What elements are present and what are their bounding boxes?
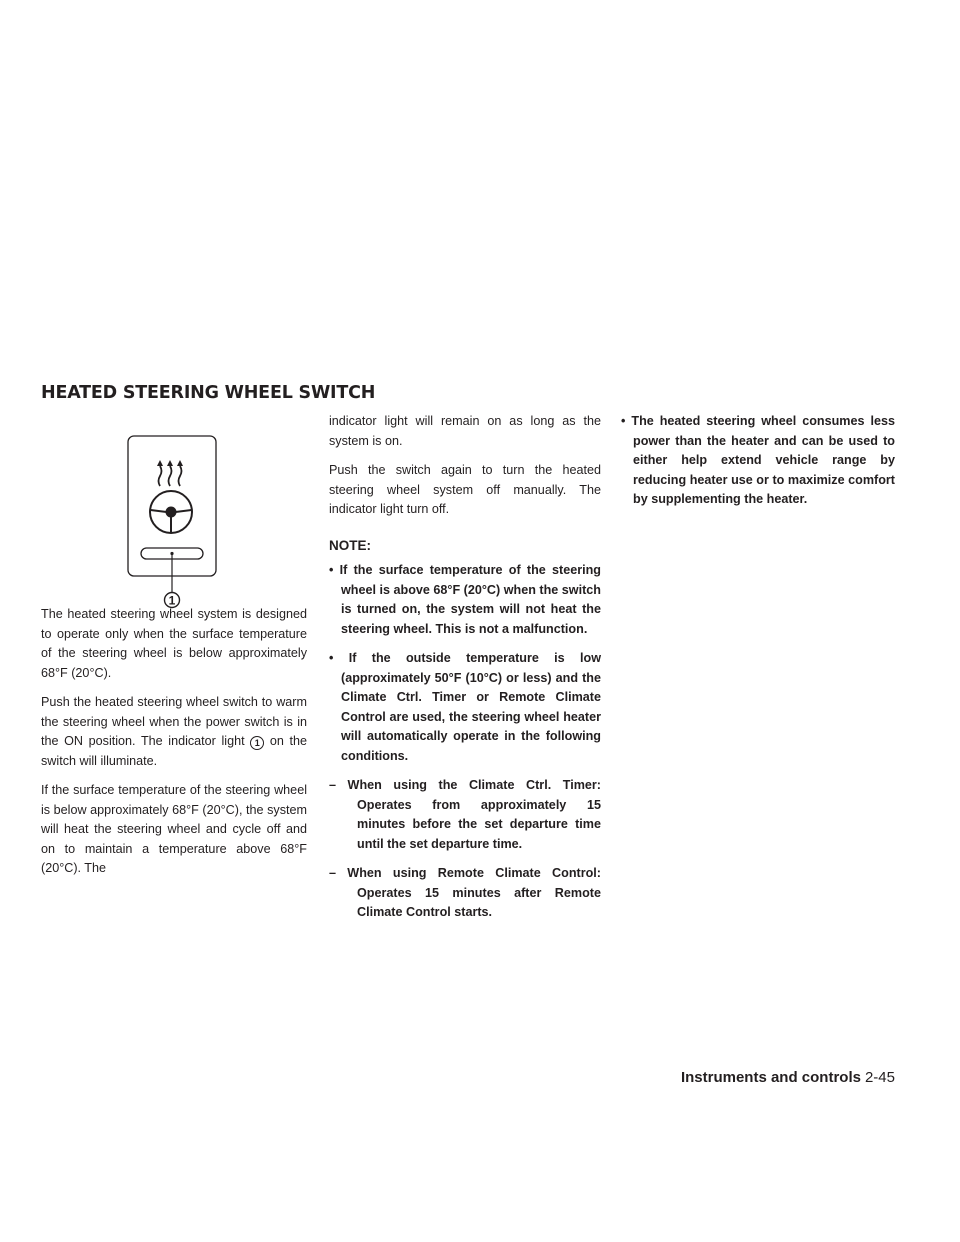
section-title: HEATED STEERING WHEEL SWITCH: [41, 383, 376, 403]
note-heading: NOTE:: [329, 537, 371, 553]
footer-section-name: Instruments and controls: [680, 1069, 861, 1086]
note-sub-bullet-2: – When using Remote Climate Control: Operates 15 minutes after Remote Climate Control starts.: [329, 866, 601, 919]
page-footer: [681, 1069, 895, 1086]
note-sub-bullet-1: – When using the Climate Ctrl. Timer: Operates from approximately 15 minutes before the set departure time until the set departure time.: [329, 778, 601, 851]
paragraph-turn-off: Push the switch again to turn the heated steering wheel system off manually. The indicator light turn off.: [329, 463, 601, 516]
paragraph-operation: The heated steering wheel system is designed to operate only when the surface temperature of the steering wheel is below approximately 68°F (20°C).: [41, 607, 307, 680]
column-1: [41, 605, 307, 889]
paragraph-indicator-on: indicator light will remain on as long as the system is on.: [329, 414, 601, 448]
page-number: 2-45: [864, 1069, 895, 1086]
indicator-ref-1: 1: [250, 736, 264, 750]
callout-1-label: 1: [168, 593, 176, 608]
column-2: [329, 412, 601, 933]
note-bullet-2: • If the outside temperature is low (approximately 50°F (10°C) or less) and the Climate Ctrl. Timer or Remote Climate Control are used, the steering wheel heater will automatically operate in the following conditions.: [329, 651, 601, 763]
note-bullet-1: • If the surface temperature of the steering wheel is above 68°F (20°C) when the switch is turned on, the system will not heat the steering wheel. This is not a malfunction.: [329, 563, 601, 636]
note-bullet-3: • The heated steering wheel consumes less power than the heater and can be used to either help extend vehicle range by reducing heater use or to maximize comfort by supplementing the heater.: [621, 414, 895, 506]
paragraph-push-switch: Push the heated steering wheel switch to warm the steering wheel when the power switch is in the ON position. The indicator light 1 on the switch will illuminate.: [41, 695, 307, 768]
paragraph-heating-cycle: If the surface temperature of the steering wheel is below approximately 68°F (20°C), the system will heat the steering wheel and cycle off and on to maintain a temperature above 68°F (20°C). The: [41, 783, 307, 875]
column-3: [621, 412, 895, 520]
heated-steering-wheel-switch-illustration: [125, 434, 225, 614]
